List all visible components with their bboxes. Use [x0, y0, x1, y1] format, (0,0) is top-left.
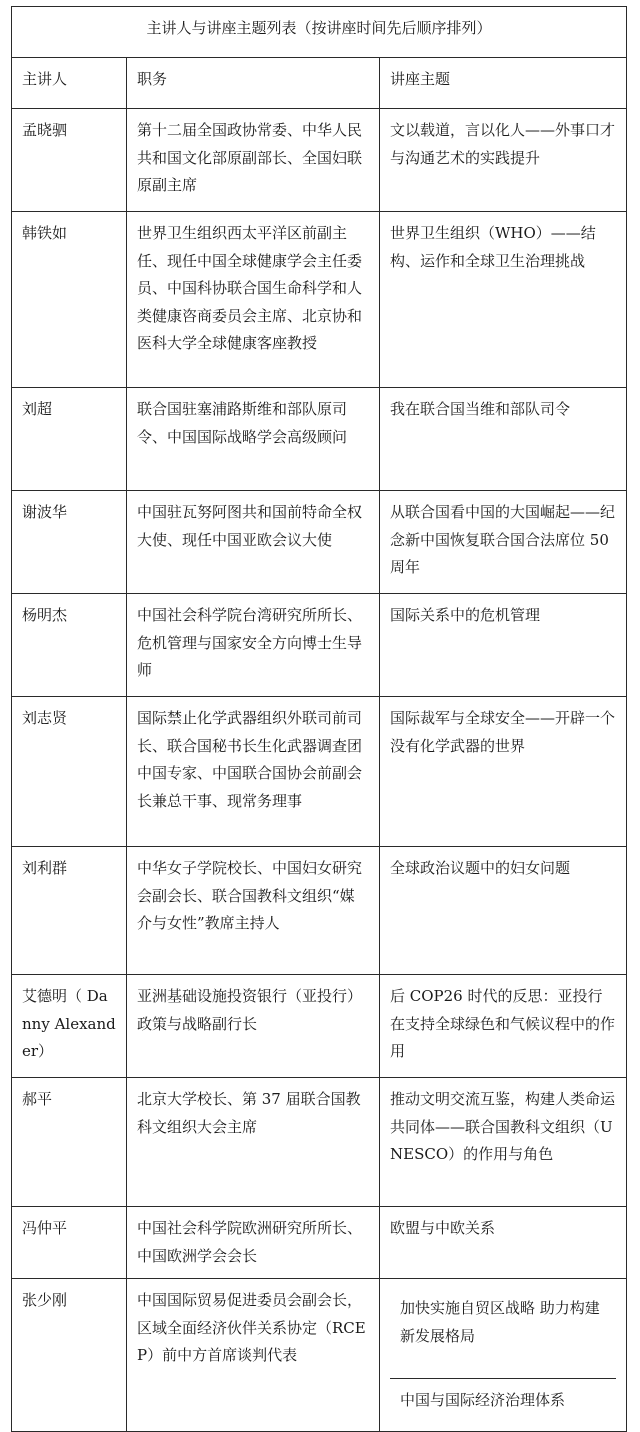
table-row — [12, 594, 627, 697]
lecture-topic: 世界卫生组织（WHO）——结构、运作和全球卫生治理挑战 — [380, 212, 627, 388]
lecture-topic: 从联合国看中国的大国崛起——纪念新中国恢复联合国合法席位 50 周年 — [380, 491, 627, 594]
speaker-name: 郝平 — [12, 1078, 127, 1207]
table-row — [12, 697, 627, 847]
lecture-topic-item: 中国与国际经济治理体系 — [400, 1391, 566, 1409]
table-row — [12, 1207, 627, 1279]
table-row — [12, 491, 627, 594]
speaker-name: 艾德明（ Danny Alexander） — [12, 975, 127, 1078]
table-row — [12, 1078, 627, 1207]
speaker-position: 中国驻瓦努阿图共和国前特命全权大使、现任中国亚欧会议大使 — [127, 491, 380, 594]
speaker-position: 亚洲基础设施投资银行（亚投行）政策与战略副行长 — [127, 975, 380, 1078]
speaker-position: 国际禁止化学武器组织外联司前司长、联合国秘书长生化武器调查团中国专家、中国联合国协会前副会长兼总干事、现常务理事 — [127, 697, 380, 847]
lecture-topic: 全球政治议题中的妇女问题 — [380, 847, 627, 975]
lecture-topic — [380, 1279, 627, 1432]
header-speaker: 主讲人 — [12, 58, 127, 109]
table-row — [12, 388, 627, 491]
speaker-position: 联合国驻塞浦路斯维和部队原司令、中国国际战略学会高级顾问 — [127, 388, 380, 491]
header-topic: 讲座主题 — [380, 58, 627, 109]
speaker-position: 北京大学校长、第 37 届联合国教科文组织大会主席 — [127, 1078, 380, 1207]
speaker-name: 杨明杰 — [12, 594, 127, 697]
table-row — [12, 847, 627, 975]
lecture-topic: 欧盟与中欧关系 — [380, 1207, 627, 1279]
lecture-table — [11, 6, 627, 1432]
speaker-position: 中华女子学院校长、中国妇女研究会副会长、联合国教科文组织“媒介与女性”教席主持人 — [127, 847, 380, 975]
speaker-name: 韩铁如 — [12, 212, 127, 388]
table-title: 主讲人与讲座主题列表（按讲座时间先后顺序排列） — [12, 7, 627, 58]
header-row — [12, 58, 627, 109]
speaker-name: 孟晓驷 — [12, 109, 127, 212]
table-row — [12, 109, 627, 212]
lecture-topic: 国际裁军与全球安全——开辟一个没有化学武器的世界 — [380, 697, 627, 847]
lecture-topic: 推动文明交流互鉴，构建人类命运共同体——联合国教科文组织（UNESCO）的作用与角色 — [380, 1078, 627, 1207]
speaker-name: 刘利群 — [12, 847, 127, 975]
table-row — [12, 212, 627, 388]
speaker-name: 冯仲平 — [12, 1207, 127, 1279]
speaker-name: 张少刚 — [12, 1279, 127, 1432]
lecture-topic: 文以载道，言以化人——外事口才与沟通艺术的实践提升 — [380, 109, 627, 212]
lecture-topic-item: 加快实施自贸区战略 助力构建新发展格局 — [390, 1287, 616, 1379]
lecture-topic: 我在联合国当维和部队司令 — [380, 388, 627, 491]
lecture-topic: 国际关系中的危机管理 — [380, 594, 627, 697]
speaker-position: 世界卫生组织西太平洋区前副主任、现任中国全球健康学会主任委员、中国科协联合国生命科学和人类健康咨商委员会主席、北京协和医科大学全球健康客座教授 — [127, 212, 380, 388]
lecture-topic: 后 COP26 时代的反思：亚投行在支持全球绿色和气候议程中的作用 — [380, 975, 627, 1078]
speaker-position: 中国国际贸易促进委员会副会长，区域全面经济伙伴关系协定（RCEP）前中方首席谈判代表 — [127, 1279, 380, 1432]
speaker-position: 第十二届全国政协常委、中华人民共和国文化部原副部长、全国妇联原副主席 — [127, 109, 380, 212]
table-row — [12, 1279, 627, 1432]
speaker-position: 中国社会科学院欧洲研究所所长、中国欧洲学会会长 — [127, 1207, 380, 1279]
speaker-name: 谢波华 — [12, 491, 127, 594]
table-row — [12, 975, 627, 1078]
header-position: 职务 — [127, 58, 380, 109]
speaker-name: 刘志贤 — [12, 697, 127, 847]
speaker-position: 中国社会科学院台湾研究所所长、危机管理与国家安全方向博士生导师 — [127, 594, 380, 697]
speaker-name: 刘超 — [12, 388, 127, 491]
title-row — [12, 7, 627, 58]
